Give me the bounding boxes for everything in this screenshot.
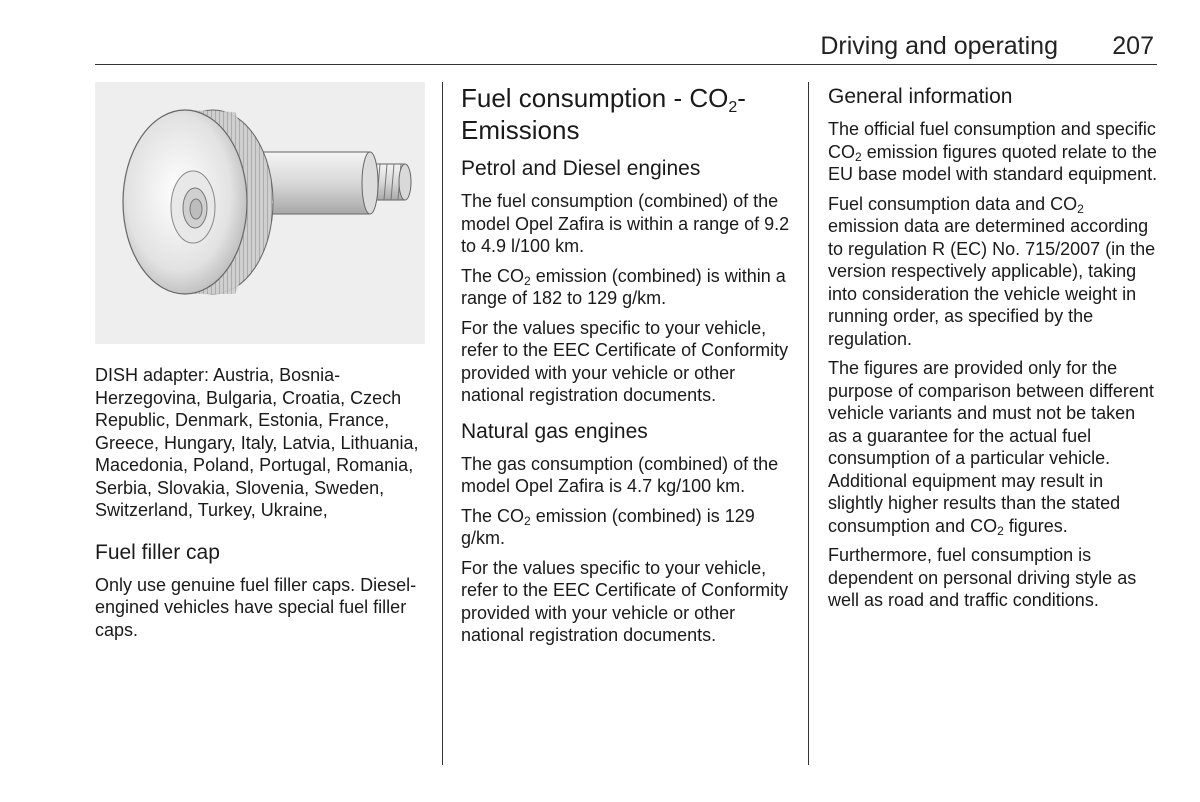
general-info-p1 (828, 118, 1158, 186)
section-title (461, 82, 796, 146)
gas-emission-part-a: The CO (461, 505, 525, 526)
general-info-p3-subscript: 2 (997, 523, 1004, 538)
column-right (828, 82, 1158, 619)
dish-adapter-countries: Austria, Bosnia-Herzegovina, Bulgaria, Croatia, Czech Republic, Denmark, Estonia, France, Greece, Hungary, Italy, Latvia, Lithuania, Macedonia, Poland, Portugal, Romania, Serbia, Slovakia, Slovenia, Sweden, Switzerland, Turkey, Ukraine, (95, 365, 419, 520)
fuel-filler-cap-heading: Fuel filler cap (95, 540, 220, 564)
page-number: 207 (1112, 32, 1154, 60)
general-info-p2 (828, 193, 1158, 351)
general-info-p2-subscript: 2 (1077, 201, 1084, 216)
column-middle (461, 82, 796, 654)
section-title-subscript: 2 (728, 99, 738, 116)
general-info-p3-part-b: figures. (1003, 515, 1068, 536)
natural-gas-heading: Natural gas engines (461, 419, 648, 443)
section-title-part-a: Fuel consumption - CO (461, 83, 729, 113)
column-left (95, 82, 430, 648)
general-info-p1-part-b: emission figures quoted relate to the EU base model with standard equipment. (828, 141, 1158, 184)
petrol-emission-part-a: The CO (461, 265, 525, 286)
running-header-title: Driving and operating (820, 32, 1058, 60)
gas-emission-subscript: 2 (524, 513, 531, 528)
dish-adapter-paragraph (95, 364, 430, 522)
section-title-part-b: - (737, 83, 746, 113)
dish-adapter-label: DISH adapter: (95, 365, 210, 385)
general-info-p3-part-a: The figures are provided only for the purpose of comparison between different vehicle variants and must not be taken as a guarantee for the actual fuel consumption of a particular vehicle. Additional equipment may result in slightly higher results than the stated consumption and CO (828, 358, 1154, 536)
header-divider (95, 64, 1157, 65)
petrol-emission-part-b: emission (combined) is within a range of 182 to 129 g/km. (461, 265, 786, 308)
general-info-p4: Furthermore, fuel consumption is dependent on personal driving style as well as road and traffic conditions. (828, 545, 1137, 610)
petrol-emission-text (461, 265, 796, 310)
gas-consumption-text: The gas consumption (combined) of the model Opel Zafira is 4.7 kg/100 km. (461, 453, 779, 496)
petrol-consumption-text: The fuel consumption (combined) of the model Opel Zafira is within a range of 9.2 to 4.9 l/100 km. (461, 191, 790, 256)
general-info-p3 (828, 357, 1158, 537)
general-info-p2-part-a: Fuel consumption data and CO (828, 193, 1078, 214)
fuel-filler-adapter-figure (95, 82, 425, 344)
column-divider-1 (442, 82, 443, 765)
column-divider-2 (808, 82, 809, 765)
section-title-line2: Emissions (461, 115, 580, 145)
general-information-heading: General information (828, 85, 1013, 108)
general-info-p2-part-b: emission data are determined according to regulation R (EC) No. 715/2007 (in the version respectively applicable), taking into consideration the vehicle weight in running order, as specified by the regulation. (828, 216, 1156, 349)
gas-emission-part-b: emission (combined) is 129 g/km. (461, 505, 755, 548)
gas-emission-text (461, 505, 796, 550)
petrol-emission-subscript: 2 (524, 273, 531, 288)
general-info-p1-part-a: The official fuel consumption and specific CO (828, 119, 1156, 162)
petrol-diesel-heading: Petrol and Diesel engines (461, 157, 701, 180)
fuel-filler-cap-text: Only use genuine fuel filler caps. Diesel-engined vehicles have special fuel filler caps. (95, 574, 417, 640)
petrol-certificate-text: For the values specific to your vehicle, refer to the EEC Certificate of Conformity provided with your vehicle or other national registration documents. (461, 317, 789, 405)
gas-certificate-text: For the values specific to your vehicle, refer to the EEC Certificate of Conformity provided with your vehicle or other national registration documents. (461, 557, 789, 645)
general-info-p1-subscript: 2 (855, 149, 862, 164)
fuel-filler-adapter-icon (95, 82, 425, 344)
